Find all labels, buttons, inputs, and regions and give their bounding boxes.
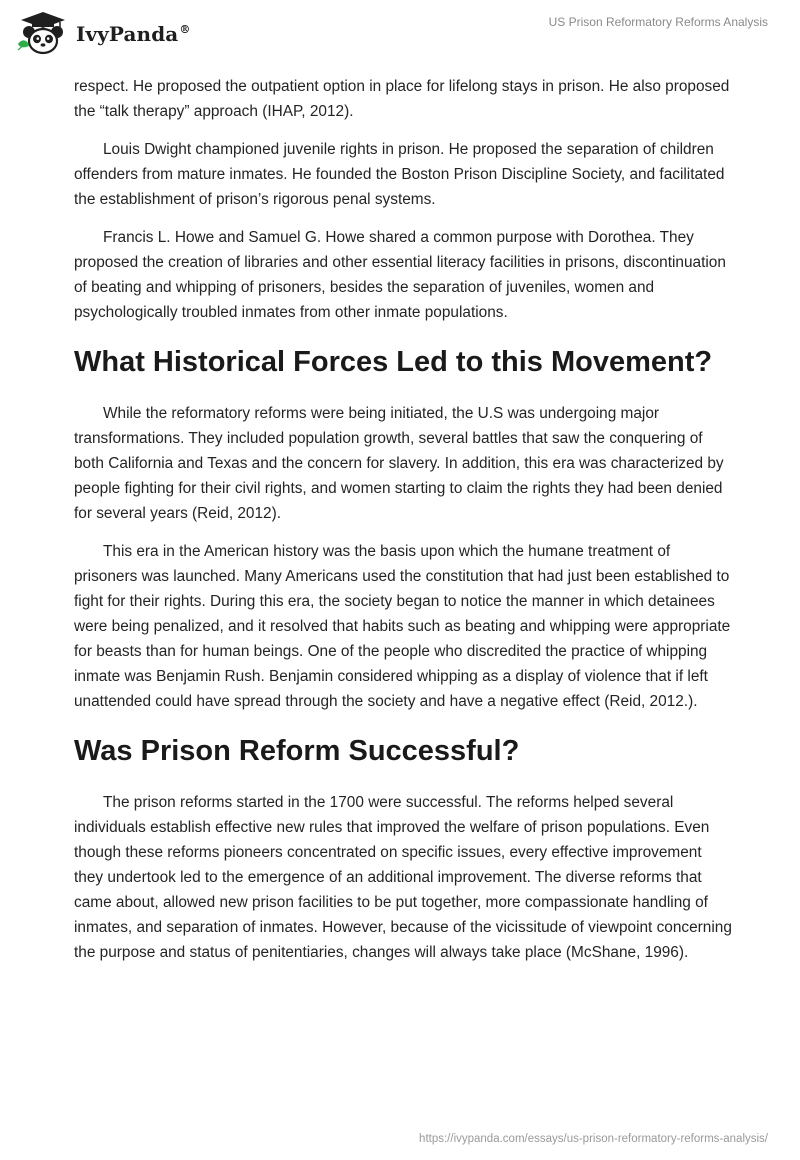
section-heading: Was Prison Reform Successful? <box>74 735 520 767</box>
paragraph: The prison reforms started in the 1700 were successful. The reforms helped several individuals establish effective new rules that improved the welfare of prison populations. Even though these reforms pioneers concentrated on specific issues, every effective improvement they undertook led to the emergence of an additional improvement. The diverse reforms that came about, allowed new prison facilities to be put together, more compassionate handling of inmates, and separation of inmates. However, because of the vicissitude of viewpoint concerning the purpose and status of penitentiaries, changes will always take place (McShane, 1996). <box>74 794 732 961</box>
paragraph: This era in the American history was the basis upon which the humane treatment of prisoners was launched. Many Americans used the constitution that had just been established to fight for their rights. During this era, the society began to notice the manner in which detainees were being penalized, and it resolved that habits such as beating and whipping were appropriate for beasts than for human beings. One of the people who discredited the practice of whipping inmate was Benjamin Rush. Benjamin considered whipping as a display of violence that if left unattended could have spread through the society and have a negative effect (Reid, 2012.). <box>74 543 731 710</box>
paragraph: While the reformatory reforms were being initiated, the U.S was undergoing major transformations. They included population growth, several battles that saw the conquering of both California and Texas and the concern for slavery. In addition, this era was characterized by people fighting for their civil rights, and women starting to claim the rights they had been denied for several years (Reid, 2012). <box>74 405 724 522</box>
paragraph: Louis Dwight championed juvenile rights in prison. He proposed the separation of children offenders from mature inmates. He founded the Boston Prison Discipline Society, and facilitated the establishment of prison’s rigorous penal systems. <box>74 141 725 208</box>
document-title: US Prison Reformatory Reforms Analysis <box>548 15 768 29</box>
paragraph: respect. He proposed the outpatient option in place for lifelong stays in prison. He also proposed the “talk therapy” approach (IHAP, 2012). <box>74 78 730 120</box>
page-header <box>0 0 800 70</box>
ivypanda-logo[interactable] <box>14 10 190 58</box>
panda-graduate-icon <box>14 10 72 58</box>
registered-mark: ® <box>179 23 191 37</box>
section-heading: What Historical Forces Led to this Movement? <box>74 346 713 378</box>
logo-name: IvyPanda <box>76 22 179 46</box>
source-url-link[interactable]: https://ivypanda.com/essays/us-prison-reformatory-reforms-analysis/ <box>419 1133 768 1145</box>
essay-content <box>74 74 734 978</box>
logo-text <box>76 22 190 46</box>
paragraph: Francis L. Howe and Samuel G. Howe shared a common purpose with Dorothea. They proposed the creation of libraries and other essential literacy facilities in prisons, discontinuation of beating and whipping of prisoners, besides the separation of juveniles, women and psychologically troubled inmates from other inmate populations. <box>74 229 726 321</box>
